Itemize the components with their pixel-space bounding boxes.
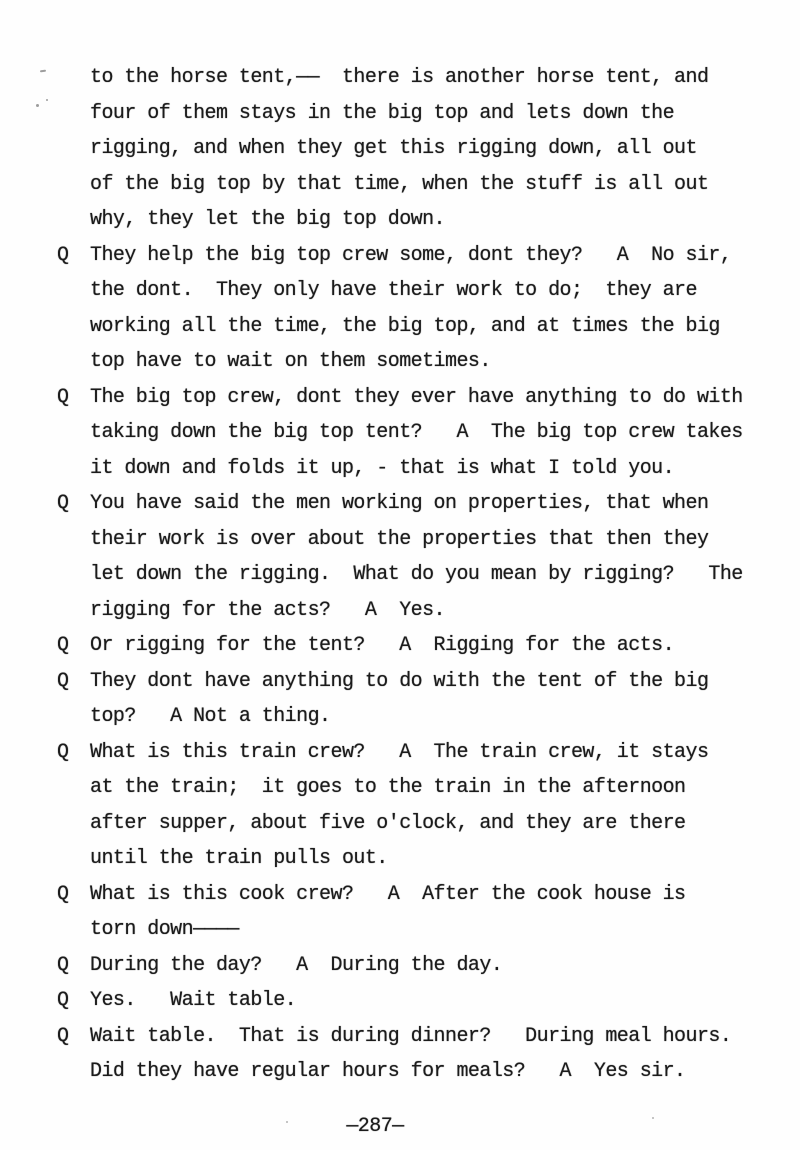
qa-block <box>57 60 800 238</box>
block-lines <box>90 486 800 628</box>
question-marker: Q <box>57 243 69 267</box>
transcript-line: working all the time, the big top, and at times the big <box>90 314 720 338</box>
block-lines <box>90 380 800 487</box>
transcript-line: They dont have anything to do with the tent of the big <box>90 669 709 693</box>
transcript-line: top have to wait on them sometimes. <box>90 350 491 373</box>
qa-block <box>57 664 800 735</box>
block-lines <box>90 60 800 238</box>
block-lines <box>90 948 800 984</box>
question-marker: Q <box>57 989 69 1012</box>
transcript-line: their work is over about the properties that then they <box>90 527 709 551</box>
page-number: —287— <box>346 1115 404 1138</box>
qa-block <box>57 380 800 487</box>
transcript-line: four of them stays in the big top and lets down the <box>90 101 675 125</box>
question-marker <box>57 60 90 238</box>
transcript-line: Or rigging for the tent? A Rigging for the acts. <box>90 634 675 657</box>
transcript-line: torn down———— <box>90 918 239 941</box>
transcript-line: of the big top by that time, when the stuff is all out <box>90 172 709 196</box>
transcript-line: to the horse tent,—— there is another horse tent, and <box>90 66 709 89</box>
question-marker: Q <box>57 634 69 657</box>
transcript-line: During the day? A During the day. <box>90 953 503 977</box>
qa-block <box>57 948 800 984</box>
block-lines <box>90 628 800 664</box>
qa-block <box>57 1019 800 1090</box>
transcript-line: The big top crew, dont they ever have anything to do with <box>90 385 743 409</box>
transcript-line: They help the big top crew some, dont they? A No sir, <box>90 243 732 267</box>
transcript-line: it down and folds it up, - that is what I told you. <box>90 456 675 480</box>
transcript-line: What is this train crew? A The train crew, it stays <box>90 740 709 764</box>
qa-block <box>57 628 800 664</box>
qa-block <box>57 877 800 948</box>
qa-block <box>57 486 800 628</box>
block-lines <box>90 877 800 948</box>
qa-block <box>57 983 800 1019</box>
question-marker: Q <box>57 953 69 977</box>
question-marker: Q <box>57 669 69 693</box>
block-lines <box>90 664 800 735</box>
transcript-line: rigging, and when they get this rigging down, all out <box>90 137 697 160</box>
transcript-line: top? A Not a thing. <box>90 705 331 728</box>
transcript-line: What is this cook crew? A After the cook house is <box>90 882 686 906</box>
block-lines <box>90 238 800 380</box>
block-lines <box>90 1019 800 1090</box>
question-marker: Q <box>57 740 69 764</box>
transcript-line: taking down the big top tent? A The big top crew takes <box>90 421 743 444</box>
question-marker: Q <box>57 882 69 906</box>
qa-block <box>57 238 800 380</box>
question-marker: Q <box>57 1024 69 1048</box>
transcript-line: let down the rigging. What do you mean by rigging? The <box>90 563 743 586</box>
question-marker: Q <box>57 385 69 409</box>
block-lines <box>90 735 800 877</box>
transcript-line: You have said the men working on properties, that when <box>90 492 709 515</box>
block-lines <box>90 983 800 1019</box>
transcript-line: why, they let the big top down. <box>90 208 446 231</box>
qa-block <box>57 735 800 877</box>
transcript-line: the dont. They only have their work to do; they are <box>90 279 697 302</box>
question-marker: Q <box>57 492 69 515</box>
transcript-line: until the train pulls out. <box>90 847 388 870</box>
transcript-line: Did they have regular hours for meals? A Yes sir. <box>90 1060 686 1083</box>
transcript-line: Wait table. That is during dinner? During meal hours. <box>90 1024 732 1048</box>
transcript-line: Yes. Wait table. <box>90 989 297 1012</box>
transcript-line: at the train; it goes to the train in the afternoon <box>90 776 686 799</box>
transcript-line: after supper, about five o'clock, and they are there <box>90 811 686 835</box>
transcript-line: rigging for the acts? A Yes. <box>90 598 446 622</box>
